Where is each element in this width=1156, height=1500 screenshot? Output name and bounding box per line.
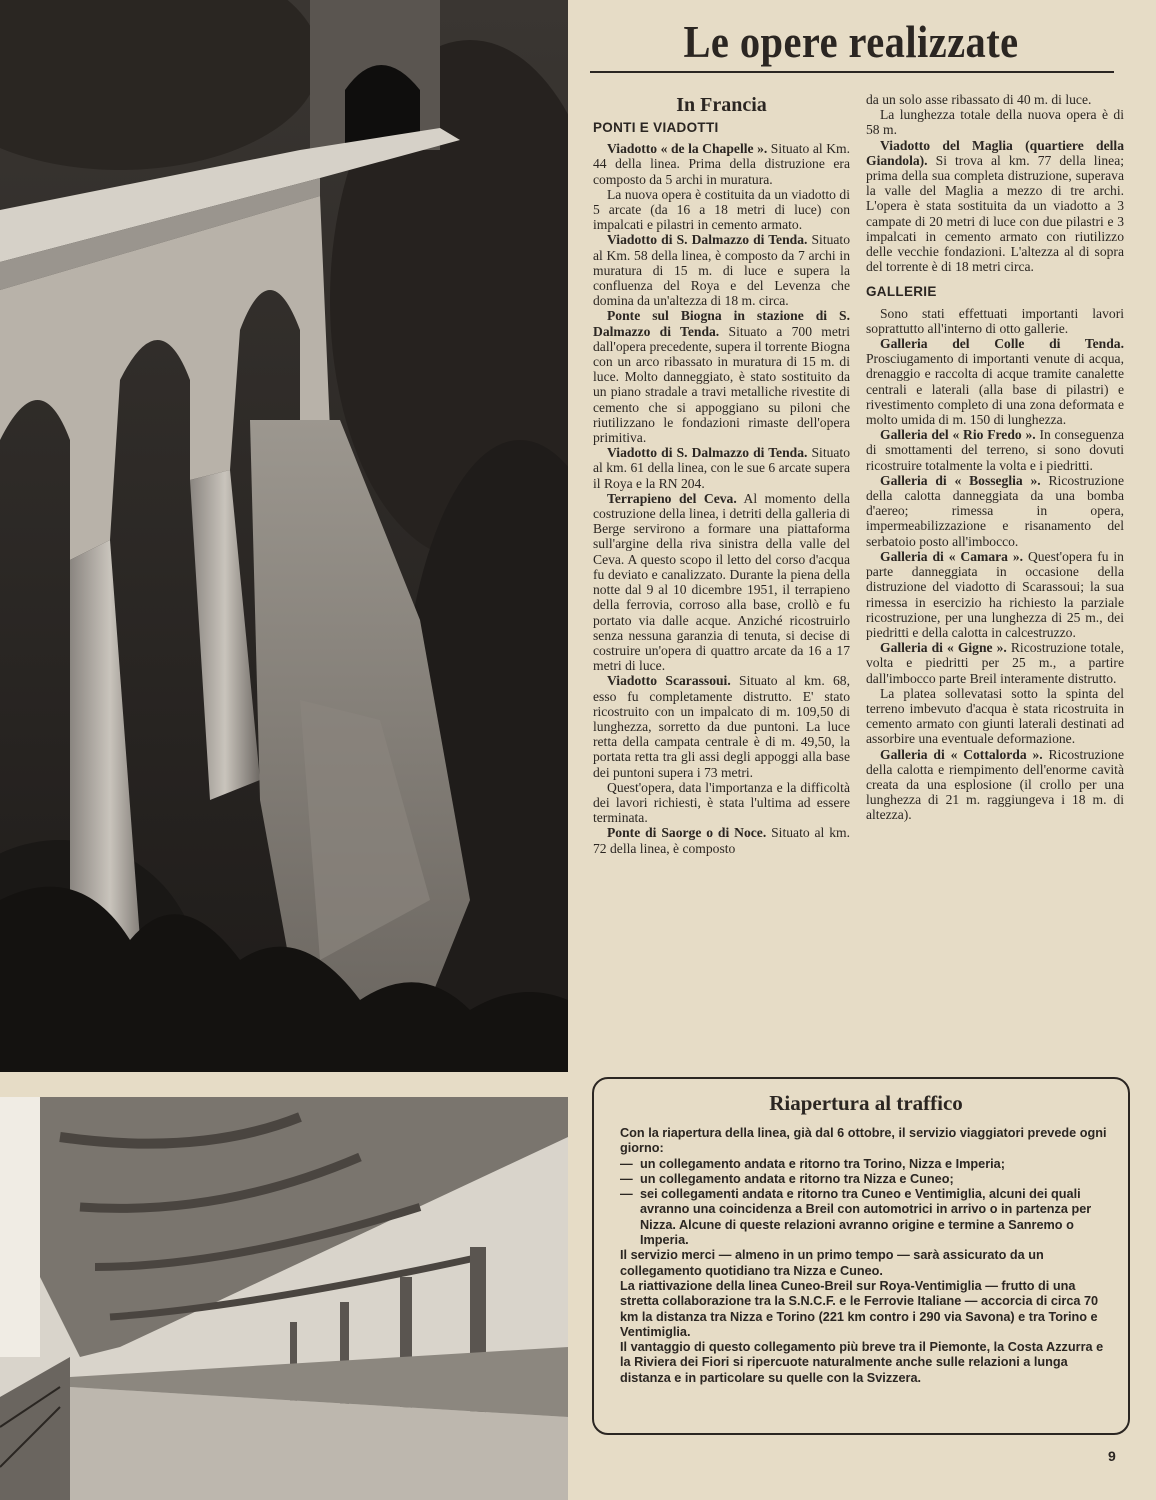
box-heading: Riapertura al traffico: [769, 1091, 963, 1115]
paragraph: [593, 308, 850, 445]
box-paragraph: La riattivazione della linea Cuneo-Breil sur Roya-Ventimiglia — frutto di una stretta collaborazione tra la S.N.C.F. e le Ferrovie Italiane — accorcia di circa 70 km la distanza tra Nizza e Torino (221 km contro i 290 via Savona) e tra Torino e Ventimiglia.: [620, 1278, 1099, 1339]
paragraph: da un solo asse ribassato di 40 m. di luce.: [866, 92, 1092, 107]
item-name: Viadotto Scarassoui.: [607, 673, 731, 689]
paragraph: [866, 138, 1124, 275]
item-name: Viadotto del Maglia (quartiere della Giandola).: [866, 137, 1124, 168]
box-paragraph: Il servizio merci — almeno in un primo tempo — sarà assicurato da un collegamento quotidiano tra Nizza e Cuneo.: [620, 1248, 1044, 1278]
text-column-left: [593, 92, 850, 856]
paragraph: Sono stati effettuati importanti lavori soprattutto all'interno di otto gallerie.: [866, 305, 1124, 336]
list-item: — sei collegamenti andata e ritorno tra Cuneo e Ventimiglia, alcuni dei quali avranno una coincidenza a Breil con automotrici in arrivo o in partenza per Nizza. Alcune di queste relazioni avranno origine e termine a Sanremo o Imperia.: [620, 1187, 1112, 1248]
item-text: Situato al km. 61 della linea, con le sue 6 arcate supera il Roya e la RN 204.: [593, 445, 850, 491]
paragraph: Quest'opera, data l'importanza e la difficoltà dei lavori richiesti, è stata l'ultima ad essere terminata.: [593, 779, 850, 826]
item-text: Al momento della costruzione della linea, i detriti della galleria di Berge servirono a formare una piattaforma sull'argine della riva sinistra della valle del Ceva. A questo scopo il letto del corso d'acqua fu deviato e canalizzato. Durante la piena della notte dal 9 al 10 dicembre 1951, il terrapieno della ferrovia, corroso alla base, crollò e fu portato via dalle acque. Anziché ricostruirlo senza nessuna garanzia di tenuta, si decise di costruire un'opera di quattro arcate da 16 a 17 metri di luce.: [593, 490, 850, 674]
paragraph: [866, 473, 1124, 549]
item-name: Terrapieno del Ceva.: [607, 490, 737, 506]
paragraph: [866, 336, 1124, 427]
item-text: Ricostruzione totale, volta e piedritti per 25 m., a partire dall'imbocco parte Breil interamente distrutto.: [866, 640, 1124, 686]
item-text: Situato al km. 72 della linea, è composto: [593, 825, 850, 856]
item-text: Ricostruzione della calotta e riempimento dell'enorme cavità creata da una esplosione (il crollo per una lunghezza di 21 m. raggiungeva i 18 m. di altezza).: [866, 746, 1124, 823]
paragraph: La lunghezza totale della nuova opera è di 58 m.: [866, 107, 1124, 138]
item-name: Viadotto di S. Dalmazzo di Tenda.: [607, 445, 808, 461]
viaduct-photo: [0, 0, 568, 1072]
paragraph: [593, 232, 850, 308]
item-name: Galleria di « Camara ».: [880, 548, 1024, 564]
item-text: Ricostruzione della calotta danneggiata da una bomba d'aereo; rimessa in opera, impermeabilizzazione e risanamento del serbatoio posto all'imbocco.: [866, 472, 1124, 549]
item-name: Galleria del « Rio Fredo ».: [880, 427, 1036, 443]
station-canopy-photo: [0, 1097, 568, 1500]
paragraph: [593, 491, 850, 673]
paragraph: [593, 673, 850, 779]
item-name: Ponte sul Biogna in stazione di S. Dalmazzo di Tenda.: [593, 308, 850, 339]
item-name: Viadotto di S. Dalmazzo di Tenda.: [607, 232, 808, 248]
subheading-bridges: PONTI E VIADOTTI: [593, 120, 719, 135]
section-heading-france: In Francia: [676, 94, 767, 116]
paragraph: [866, 640, 1124, 686]
title-rule: [590, 71, 1114, 73]
list-item: — un collegamento andata e ritorno tra Nizza e Cuneo;: [620, 1172, 1112, 1187]
paragraph: [593, 825, 850, 855]
item-text: Situato al Km. 58 della linea, è composto da 7 archi in muratura di 15 m. di luce e supera la confluenza del Roya e del Levenza che domina da un'altezza di 18 m. circa.: [593, 232, 850, 309]
reopening-box: [592, 1077, 1130, 1435]
item-name: Galleria del Colle di Tenda.: [880, 336, 1124, 352]
item-name: Galleria di « Gigne ».: [880, 640, 1007, 656]
subheading-tunnels: GALLERIE: [866, 284, 937, 300]
paragraph: [593, 141, 850, 187]
paragraph: La platea sollevatasi sotto la spinta del terreno imbevuto d'acqua è stata ricostruita in cemento armato con giunti laterali destinati ad assorbire una eventuale deformazione.: [866, 685, 1124, 747]
item-name: Viadotto « de la Chapelle ».: [607, 141, 768, 157]
service-list: [620, 1157, 1112, 1249]
item-text: Situato al Km. 44 della linea. Prima della distruzione era composto da 5 archi in muratura.: [593, 141, 850, 187]
box-intro: Con la riapertura della linea, già dal 6 ottobre, il servizio viaggiatori prevede ogni giorno:: [620, 1126, 1107, 1156]
item-name: Galleria di « Bosseglia ».: [880, 472, 1041, 488]
item-text: Situato a 700 metri dall'opera precedente, supera il torrente Biogna con un arco ribassato in muratura di 15 m. di luce. Molto danneggiato, è stato sostituito da un piano stradale a travi metalliche rivestite di cemento che si appoggiano su piloni che riutilizzano le fondazioni rimaste dell'opera primitiva.: [593, 323, 850, 446]
item-text: Quest'opera fu in parte danneggiata in occasione della distruzione del viadotto di Scarassoui; la sua rimessa in esercizio ha richiesto la parziale ricostruzione, per una lunghezza di 25 m., dei piedritti e della calotta in calcestruzzo.: [866, 548, 1124, 640]
paragraph: [593, 445, 850, 491]
page-number: 9: [1108, 1448, 1116, 1464]
box-paragraph: Il vantaggio di questo collegamento più breve tra il Piemonte, la Costa Azzurra e la Riviera dei Fiori si ripercuote naturalmente anche sulle relazioni a lunga distanza e in particolare su quelle con la Svizzera.: [620, 1340, 1104, 1385]
paragraph: [866, 747, 1124, 823]
item-name: Ponte di Saorge o di Noce.: [607, 825, 767, 841]
paragraph: La nuova opera è costituita da un viadotto di 5 arcate (da 16 a 18 metri di luce) con impalcati e pilastri in cemento armato.: [593, 186, 850, 233]
page-title: Le opere realizzate: [683, 16, 1019, 67]
text-column-right: [866, 92, 1124, 823]
item-text: Prosciugamento di importanti venute di acqua, drenaggio e raccolta di acque tramite canalette centrali e laterali (alla base di pilastri) e rivestimento completo di una zona deformata e molto umida di m. 150 di lunghezza.: [866, 351, 1124, 428]
item-name: Galleria di « Cottalorda ».: [880, 746, 1043, 762]
paragraph: [866, 427, 1124, 473]
item-text: Situato al km. 68, esso fu completamente distrutto. E' stato ricostruito con un impalcato di m. 109,50 di lunghezza, sorretto da due puntoni. La luce retta della campata centrale è di m. 49,50, la portata retta tra gli assi degli appoggi alla base dei puntoni supera i 73 metri.: [593, 673, 851, 780]
list-item: — un collegamento andata e ritorno tra Torino, Nizza e Imperia;: [620, 1157, 1112, 1172]
paragraph: [866, 549, 1124, 640]
item-text: Si trova al km. 77 della linea; prima della sua completa distruzione, superava la valle del Maglia a mezzo di tre archi. L'opera è stata sostituita da un viadotto a 3 campate di 20 metri di luce con due pilastri e 3 impalcati in cemento armato con riutilizzo delle vecchie fondazioni. L'altezza al di sopra del torrente è di 18 metri circa.: [866, 152, 1124, 275]
item-text: In conseguenza di smottamenti del terreno, si sono dovuti ricostruire totalmente la volta e i piedritti.: [866, 427, 1124, 473]
